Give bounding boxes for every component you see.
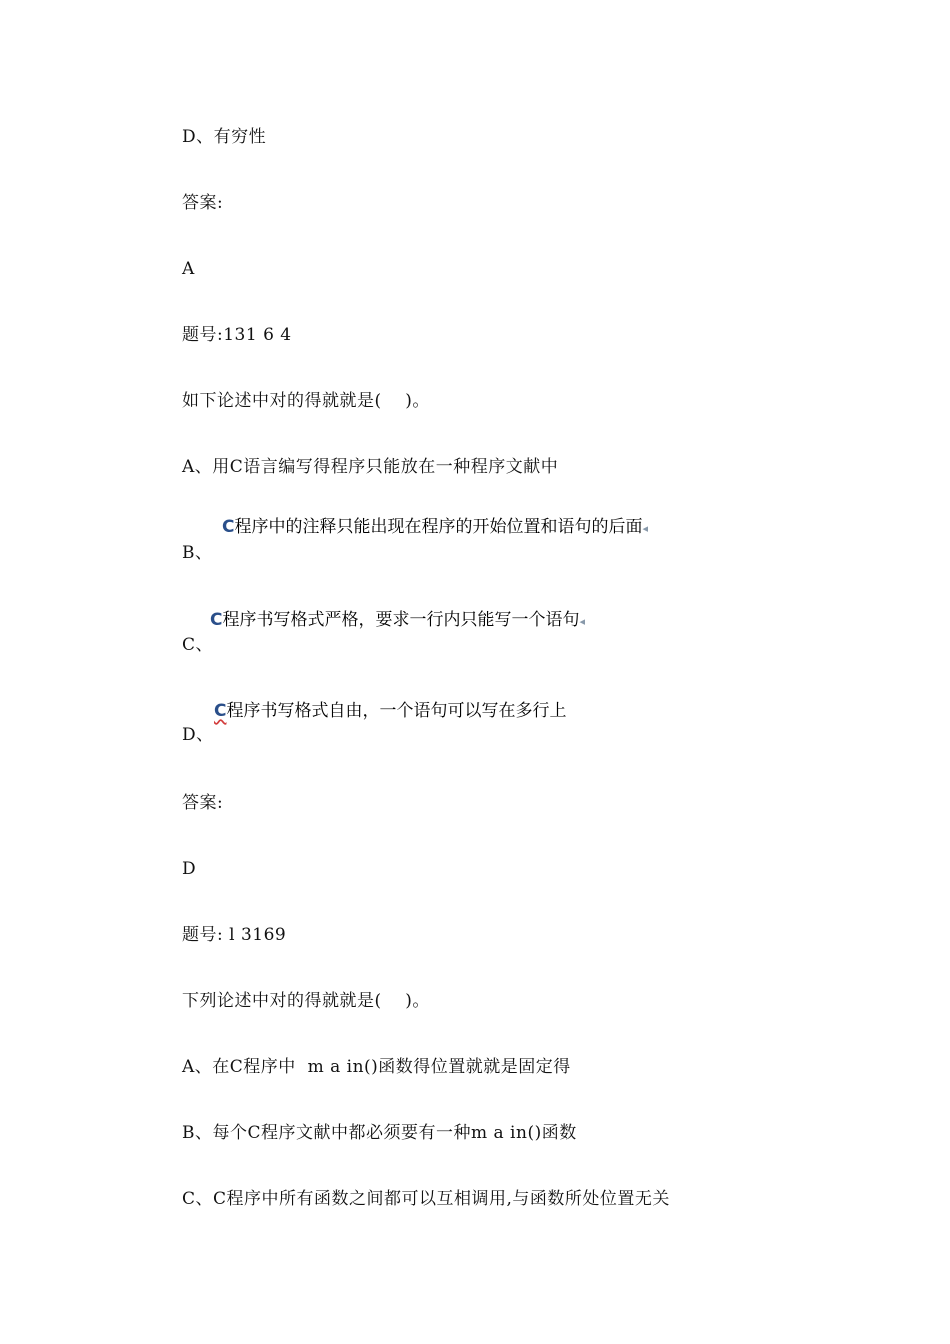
- question-number: 题号: l 3169: [182, 925, 287, 945]
- option-c-text: 程序书写格式严格，要求一行内只能写一个语句: [222, 610, 580, 630]
- answer-label: 答案:: [182, 793, 224, 813]
- option-b-image-text: [222, 516, 648, 540]
- question-stem: 下列论述中对的得就就是( )。: [182, 991, 430, 1011]
- option-d-text: 程序书写格式自由，一个语句可以写在多行上: [226, 701, 567, 721]
- option-c-c-letter: C: [210, 610, 223, 630]
- question-stem: 如下论述中对的得就就是( )。: [182, 391, 430, 411]
- option-b-c-letter: C: [222, 517, 235, 537]
- option-b: B、每个C程序文献中都必须要有一种m a in()函数: [182, 1123, 577, 1143]
- option-d-image-text: [214, 700, 566, 722]
- option-a: A、在C程序中 m a in()函数得位置就就是固定得: [182, 1057, 571, 1077]
- option-b-text: 程序中的注释只能出现在程序的开始位置和语句的后面: [234, 517, 643, 537]
- option-b-label: B、: [182, 543, 213, 563]
- answer-value: A: [182, 259, 195, 279]
- option-c: C、C程序中所有函数之间都可以互相调用,与函数所处位置无关: [182, 1189, 670, 1209]
- option-d-prev: D、有穷性: [182, 127, 267, 147]
- option-d-label: D、: [182, 725, 214, 745]
- option-c-image-text: [210, 609, 585, 633]
- answer-value: D: [182, 859, 197, 879]
- option-c-label: C、: [182, 635, 214, 655]
- answer-label: 答案:: [182, 193, 224, 213]
- option-d-c-letter: C: [214, 701, 227, 721]
- paragraph-mark-icon: ◂: [642, 522, 649, 535]
- question-number: 题号:131 6 4: [182, 325, 292, 345]
- option-a: A、用C语言编写得程序只能放在一种程序文献中: [182, 457, 559, 477]
- paragraph-mark-icon: ◂: [579, 615, 586, 628]
